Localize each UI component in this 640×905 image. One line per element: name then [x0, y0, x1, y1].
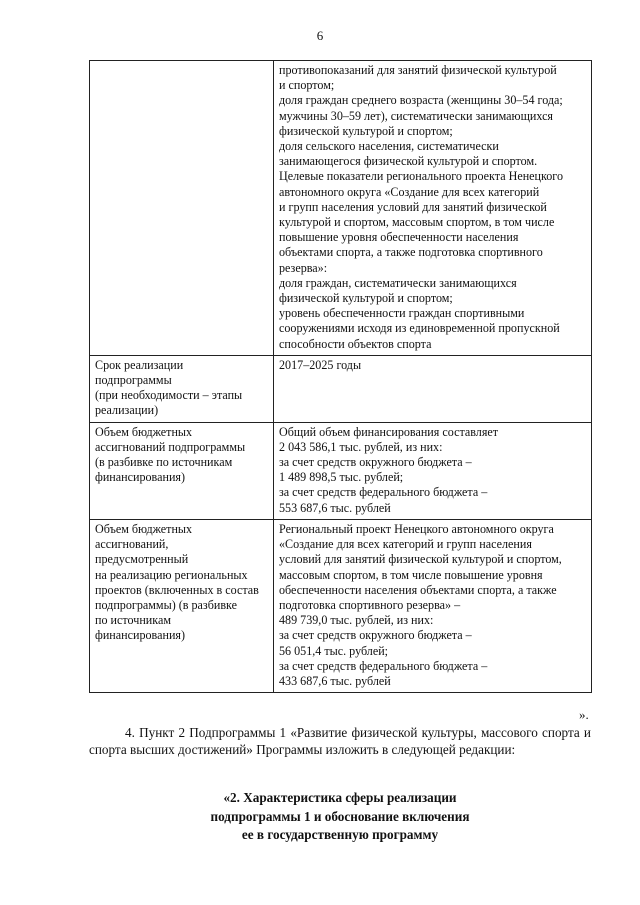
value-cell-indicators	[274, 61, 592, 356]
table-row	[90, 422, 592, 519]
subprogram-passport-table	[89, 60, 592, 693]
value-cell-implementation-period	[274, 355, 592, 422]
cell-line: 2 043 586,1 тыс. рублей, из них:	[279, 439, 443, 454]
heading-line: подпрограммы 1 и обоснование включения	[210, 808, 470, 824]
table-row	[90, 519, 592, 692]
cell-line: 489 739,0 тыс. рублей, из них:	[279, 613, 434, 628]
value-cell-budget-allocations	[274, 422, 592, 519]
cell-line: финансирования)	[95, 628, 186, 643]
cell-line: физической культурой и спортом;	[279, 123, 453, 138]
label-cell-implementation-period	[90, 355, 274, 422]
cell-line: предусмотренный	[95, 552, 189, 567]
cell-line: подпрограммы) (в разбивке	[95, 597, 237, 612]
cell-line: на реализацию региональных	[95, 567, 248, 582]
cell-line: по источникам	[95, 613, 171, 628]
cell-line: противопоказаний для занятий физической культурой	[279, 63, 557, 77]
heading-line: ее в государственную программу	[241, 827, 439, 842]
cell-line: Объем бюджетных	[95, 424, 193, 439]
cell-line: Срок реализации	[95, 357, 184, 372]
cell-line: ассигнований подпрограммы	[95, 439, 246, 454]
cell-line: сооружениями исходя из единовременной пропускной	[279, 321, 560, 336]
cell-line: условий для занятий физической культурой и спортом,	[279, 552, 562, 567]
cell-line: резерва»:	[279, 260, 328, 275]
cell-line: финансирования)	[95, 470, 186, 485]
cell-line: доля граждан, систематически занимающихся	[279, 275, 517, 290]
cell-line: подпрограммы	[95, 373, 172, 388]
cell-line: обеспеченности населения объектами спорта, а также	[279, 582, 557, 597]
cell-line: объектами спорта, а также подготовка спортивного	[279, 245, 543, 260]
cell-line: проектов (включенных в состав	[95, 582, 259, 597]
cell-line: подготовка спортивного резерва» –	[279, 597, 461, 612]
cell-line: культурой и спортом, массовым спортом, в том числе	[279, 215, 555, 230]
section-heading	[89, 789, 591, 845]
cell-line: доля сельского населения, систематически	[279, 139, 499, 154]
cell-line: Целевые показатели регионального проекта Ненецкого	[279, 169, 564, 184]
cell-line: 2017–2025 годы	[279, 357, 362, 372]
label-cell-budget-allocations	[90, 422, 274, 519]
cell-line: мужчины 30–59 лет), систематически занимающихся	[279, 108, 553, 123]
cell-line: 1 489 898,5 тыс. рублей;	[279, 470, 404, 485]
cell-line: занимающегося физической культурой и спортом.	[279, 154, 538, 169]
page-number: 6	[316, 28, 324, 43]
cell-line: доля граждан среднего возраста (женщины 30–54 года;	[279, 93, 563, 108]
heading-line: «2. Характеристика сферы реализации	[223, 790, 457, 805]
cell-line: и групп населения условий для занятий физической	[279, 199, 547, 214]
cell-line: повышение уровня обеспеченности населения	[279, 230, 519, 245]
cell-line: реализации)	[95, 403, 159, 418]
cell-line: 433 687,6 тыс. рублей	[279, 673, 391, 688]
cell-line: и спортом;	[279, 78, 335, 93]
cell-line: уровень обеспеченности граждан спортивными	[279, 306, 525, 321]
cell-line: за счет средств федерального бюджета –	[279, 658, 488, 673]
cell-line: автономного округа «Создание для всех категорий	[279, 184, 540, 199]
cell-line: Общий объем финансирования составляет	[279, 424, 499, 439]
cell-line: за счет средств окружного бюджета –	[279, 628, 472, 643]
table-row	[90, 355, 592, 422]
label-cell-regional-projects-budget	[90, 519, 274, 692]
cell-line: «Создание для всех категорий и групп населения	[279, 537, 532, 552]
cell-line: способности объектов спорта	[279, 336, 432, 351]
cell-line: физической культурой и спортом;	[279, 291, 453, 306]
cell-line: массовым спортом, в том числе повышение уровня	[279, 567, 543, 582]
cell-line: Региональный проект Ненецкого автономного округа	[279, 521, 554, 536]
item-4-paragraph: 4. Пункт 2 Подпрограммы 1 «Развитие физической культуры, массового спорта и спорта высших достижений» Программы изложить в следующей редакции:	[89, 725, 591, 758]
label-cell-indicators	[90, 61, 274, 356]
cell-line: (при необходимости – этапы	[95, 388, 243, 403]
table-row	[90, 61, 592, 356]
cell-line: 56 051,4 тыс. рублей;	[279, 643, 389, 658]
cell-line: Объем бюджетных	[95, 521, 193, 536]
cell-line: (в разбивке по источникам	[95, 455, 233, 470]
cell-line: ассигнований,	[95, 537, 169, 552]
cell-line: за счет средств окружного бюджета –	[279, 455, 472, 470]
cell-line: 553 687,6 тыс. рублей	[279, 500, 391, 515]
value-cell-regional-projects-budget	[274, 519, 592, 692]
cell-line: за счет средств федерального бюджета –	[279, 485, 488, 500]
closing-quote: ».	[579, 707, 589, 722]
